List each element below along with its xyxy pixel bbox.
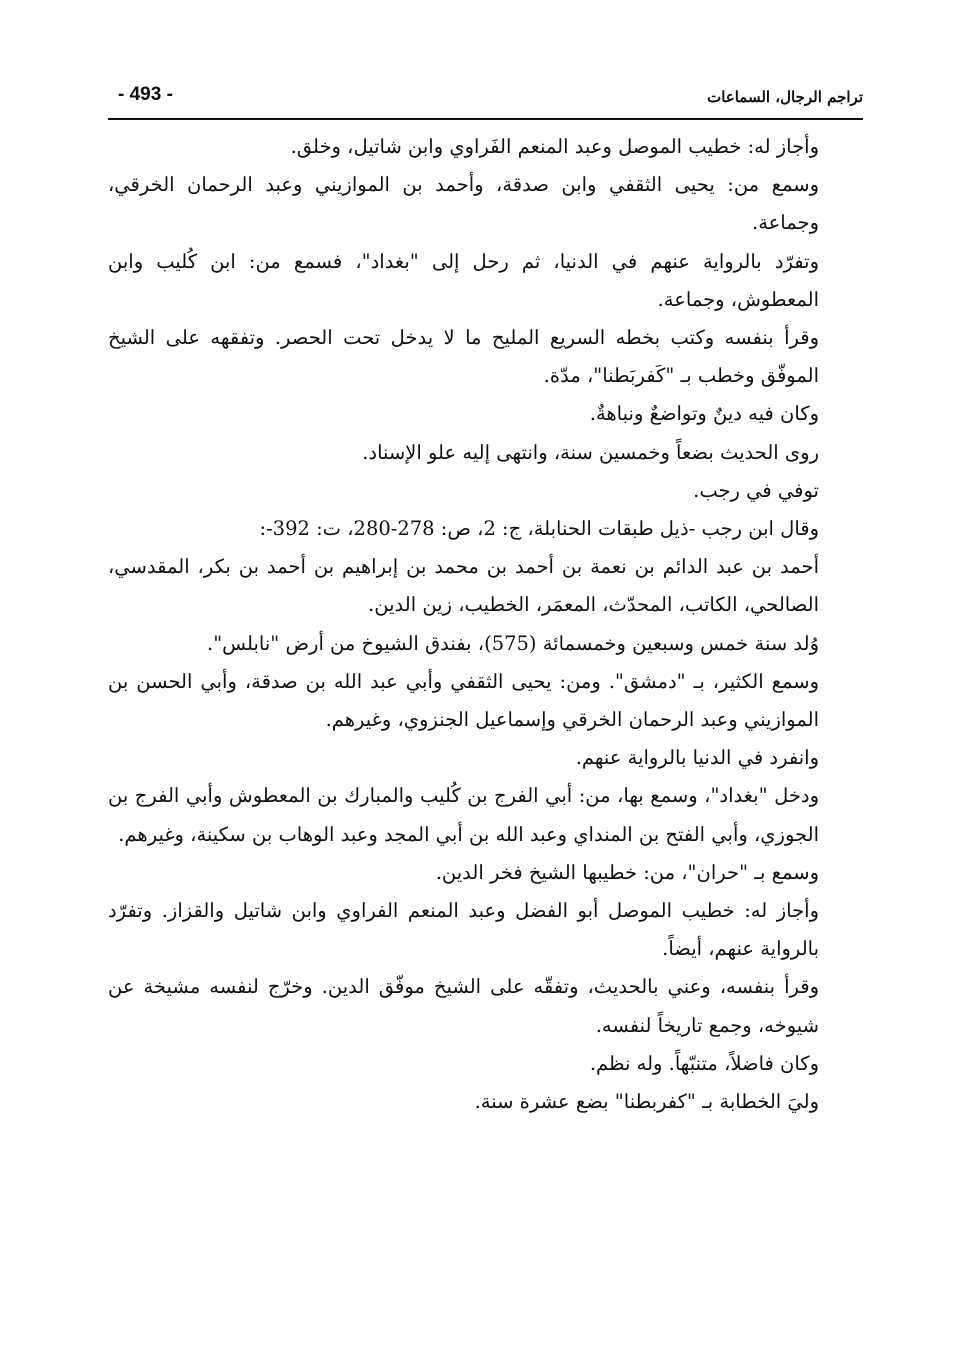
paragraph: أحمد بن عبد الدائم بن نعمة بن أحمد بن محمد بن إبراهيم بن أحمد بن بكر، المقدسي، الصالحي، الكاتب، المحدّث، المعمَر، الخطيب، زين الدين. bbox=[108, 555, 819, 617]
paragraph: وقرأ بنفسه وكتب بخطه السريع المليح ما لا يدخل تحت الحصر. وتفقهه على الشيخ الموفّق وخطب بـ "كَفربَطنا"، مدّة. bbox=[108, 326, 819, 388]
paragraph: وقال ابن رجب -ذيل طبقات الحنابلة، ج: 2، ص: 278-280، ت: 392-: bbox=[259, 517, 819, 541]
paragraph: وأجاز له: خطيب الموصل أبو الفضل وعبد المنعم الفراوي وابن شاتيل والقزاز. وتفرّد بالرواية عنهم، أيضاً. bbox=[108, 899, 819, 961]
paragraph: وتفرّد بالرواية عنهم في الدنيا، ثم رحل إلى "بغداد"، فسمع من: ابن كُليب وابن المعطوش، وجماعة. bbox=[108, 249, 819, 311]
paragraph: وكان فيه دينٌ وتواضعٌ ونباهةٌ. bbox=[589, 402, 819, 426]
paragraph: روى الحديث بضعاً وخمسين سنة، وانتهى إليه علو الإسناد. bbox=[362, 440, 819, 464]
paragraph: وقرأ بنفسه، وعني بالحديث، وتفقّه على الشيخ موفّق الدين. وخرّج لنفسه مشيخة عن شيوخه، وجمع تاريخاً لنفسه. bbox=[108, 975, 819, 1037]
paragraph: وسمع بـ "حران"، من: خطيبها الشيخ فخر الدين. bbox=[435, 860, 819, 884]
paragraph: ودخل "بغداد"، وسمع بها، من: أبي الفرج بن كُليب والمبارك بن المعطوش وأبي الفرج بن الجوزي، وأبي الفتح بن المنداي وعبد الله بن أبي المجد وعبد الوهاب بن سكينة، وغيرهم. bbox=[108, 784, 819, 846]
paragraph: وكان فاضلاً، متنبّهاً. وله نظم. bbox=[589, 1051, 819, 1075]
paragraph: وانفرد في الدنيا بالرواية عنهم. bbox=[575, 746, 819, 770]
paragraph: وسمع الكثير، بـ "دمشق". ومن: يحيى الثقفي وأبي عبد الله بن صدقة، وأبي الحسن بن الموازيني وعبد الرحمان الخرقي وإسماعيل الجنزوي، وغيرهم. bbox=[108, 669, 819, 732]
paragraph: وُلد سنة خمس وسبعين وخمسمائة (575)، بفندق الشيوخ من أرض "نابلس". bbox=[207, 631, 819, 655]
running-title: تراجم الرجال، السماعات bbox=[707, 88, 863, 106]
paragraph: توفي في رجب. bbox=[693, 478, 819, 502]
body-text bbox=[108, 128, 863, 1121]
page-header bbox=[108, 78, 863, 120]
page-number: - 493 - bbox=[118, 84, 173, 105]
paragraph: وأجاز له: خطيب الموصل وعبد المنعم الفَراوي وابن شاتيل، وخلق. bbox=[290, 135, 819, 158]
paragraph: وسمع من: يحيى الثقفي وابن صدقة، وأحمد بن الموازيني وعبد الرحمان الخرقي، وجماعة. bbox=[108, 173, 819, 235]
paragraph: وليَ الخطابة بـ "كفربطنا" بضع عشرة سنة. bbox=[474, 1090, 819, 1114]
